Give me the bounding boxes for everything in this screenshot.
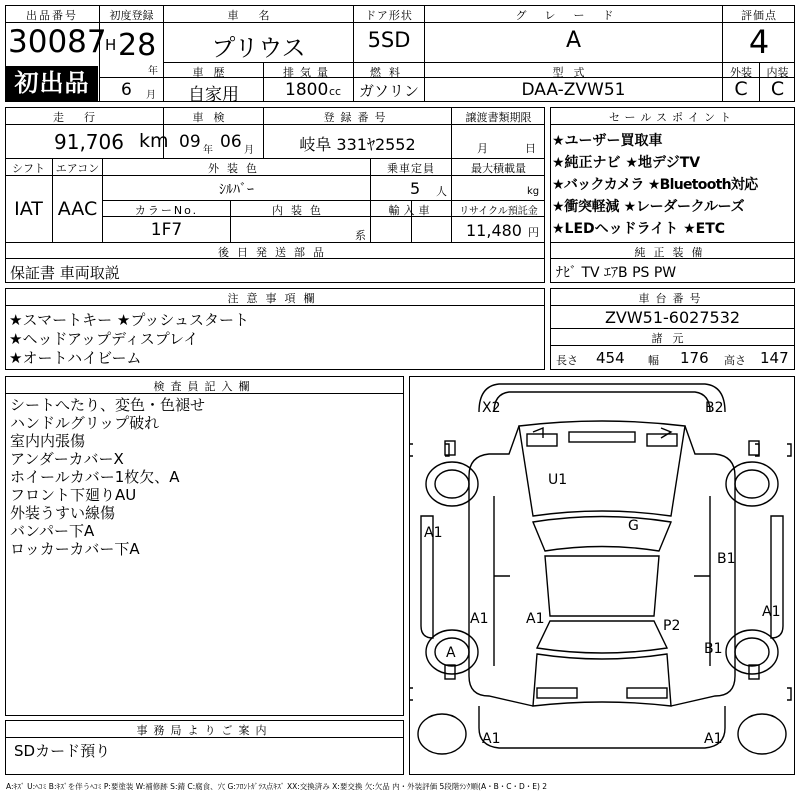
first-listing-badge: 初出品 bbox=[6, 66, 98, 101]
equip-label: 純正装備 bbox=[634, 246, 711, 259]
width-label: 幅 bbox=[648, 354, 659, 367]
capacity: 5 bbox=[410, 179, 421, 198]
mark-b1-low: B1 bbox=[704, 641, 723, 657]
door-type: 5SD bbox=[367, 28, 411, 52]
int-grade: C bbox=[770, 78, 785, 100]
inspector-line: アンダーカバーX bbox=[10, 450, 124, 468]
color-number: 1F7 bbox=[150, 220, 183, 240]
shift: IAT bbox=[14, 198, 43, 220]
interior-unit: 系 bbox=[355, 229, 366, 242]
sales-line: ★バックカメラ ★Bluetooth対応 bbox=[552, 177, 758, 193]
inspect-year-unit: 年 bbox=[203, 145, 213, 156]
deadline-label: 譲渡書類期限 bbox=[465, 111, 532, 124]
mark-a1-rmid: A1 bbox=[526, 611, 545, 627]
note-line: ★ヘッドアップディスプレイ bbox=[9, 330, 199, 348]
year-unit: 年 bbox=[148, 66, 158, 77]
car-diagram bbox=[409, 376, 795, 775]
inspector-line: ロッカーカバー下A bbox=[10, 540, 140, 558]
ext-label: 外装 bbox=[730, 66, 752, 79]
mark-g: G bbox=[628, 518, 639, 534]
import-label: 輸入車 bbox=[388, 204, 434, 217]
deadline-month: 月 bbox=[477, 142, 488, 155]
load-label: 最大積載量 bbox=[471, 162, 526, 175]
inspector-line: ハンドルグリップ破れ bbox=[10, 414, 160, 432]
mark-a-wheel: A bbox=[446, 645, 456, 661]
inspector-label: 検査員記入欄 bbox=[153, 380, 256, 393]
color-label: 外装色 bbox=[208, 162, 265, 175]
legend: A:ｷｽﾞ U:ﾍｺﾐ B:ｷｽﾞを伴うﾍｺﾐ P:要塗装 W:補修跡 S:錆 C:腐食、穴 G:ﾌﾛﾝﾄｶﾞﾗｽ点ｷｽﾞ XX:交換済み X:要交換 欠:欠品 内・外装評価 5段階ﾗﾝｸ順(A・B・C・D・E) 2 bbox=[6, 782, 548, 791]
recycle-unit: 円 bbox=[528, 226, 539, 239]
mark-u1: U1 bbox=[548, 472, 568, 488]
note-line: ★オートハイビーム bbox=[9, 349, 142, 367]
note-line: ★スマートキー ★プッシュスタート bbox=[9, 311, 250, 329]
inspector-line: バンパー下A bbox=[10, 522, 95, 540]
inspector-line: シートへたり、変色・色褪せ bbox=[10, 396, 206, 414]
model-code: DAA-ZVW51 bbox=[521, 80, 626, 100]
divider bbox=[550, 328, 795, 329]
notes-label: 注意事項欄 bbox=[227, 292, 323, 305]
ac-label: エアコン bbox=[55, 162, 100, 175]
inspect-month-unit: 月 bbox=[244, 145, 254, 156]
divider bbox=[550, 242, 795, 243]
sales-line: ★LEDヘッドライト ★ETC bbox=[552, 221, 726, 237]
mileage: 91,706 bbox=[54, 130, 124, 154]
width: 176 bbox=[680, 349, 709, 367]
chassis-label: 車台番号 bbox=[638, 292, 707, 305]
inspect-year: 09 bbox=[179, 132, 201, 152]
fuel: ガソリン bbox=[358, 82, 419, 100]
fuel-label: 燃料 bbox=[370, 66, 408, 79]
height-label: 高さ bbox=[724, 354, 746, 367]
divider bbox=[5, 242, 545, 243]
mark-a1-bl: A1 bbox=[482, 731, 501, 747]
colorno-label: カラーNo. bbox=[134, 204, 199, 217]
office-text: SDカード預り bbox=[14, 742, 111, 760]
history-label: 車歴 bbox=[192, 66, 235, 79]
later-parts-label: 後日発送部品 bbox=[218, 246, 332, 259]
first-reg-label: 初度登録 bbox=[109, 9, 154, 22]
divider bbox=[5, 158, 545, 159]
inspector-lines bbox=[10, 396, 205, 558]
divider bbox=[163, 62, 722, 63]
mark-a1-left: A1 bbox=[424, 525, 443, 541]
lot-label: 出品番号 bbox=[26, 9, 78, 22]
reg-year: 28 bbox=[118, 28, 157, 63]
inspect-label: 車検 bbox=[192, 111, 235, 124]
mark-a1-lmid: A1 bbox=[470, 611, 489, 627]
capacity-unit: 人 bbox=[436, 185, 447, 198]
disp-unit: cc bbox=[329, 85, 342, 98]
inspector-line: フロント下廻りAU bbox=[10, 486, 137, 504]
disp-label: 排気量 bbox=[283, 66, 334, 79]
dims-label: 諸元 bbox=[651, 332, 694, 345]
score: 4 bbox=[748, 23, 770, 61]
inspector-line: ホイールカバー1枚欠、A bbox=[10, 468, 180, 486]
sales-label: セールスポイント bbox=[608, 111, 736, 124]
mileage-unit: km bbox=[139, 130, 169, 152]
inspector-line: 外装うすい線傷 bbox=[10, 504, 116, 522]
mark-a1-br: A1 bbox=[704, 731, 723, 747]
ext-grade: C bbox=[734, 78, 748, 100]
score-label: 評価点 bbox=[741, 9, 777, 22]
history: 自家用 bbox=[188, 85, 239, 105]
mark-x2: X2 bbox=[482, 400, 501, 416]
plate-number: 岐阜 331ﾔ2552 bbox=[299, 135, 416, 154]
divider bbox=[102, 200, 545, 201]
shift-label: シフト bbox=[12, 162, 45, 175]
displacement: 1800 bbox=[285, 80, 329, 100]
plate-label: 登録番号 bbox=[323, 111, 392, 124]
month-unit: 月 bbox=[146, 90, 156, 101]
length: 454 bbox=[596, 349, 625, 367]
interior-label: 内装色 bbox=[272, 204, 329, 217]
car-name: プリウス bbox=[211, 34, 306, 62]
lot-number: 30087 bbox=[8, 24, 107, 60]
sales-line: ★純正ナビ ★地デジTV bbox=[552, 155, 701, 171]
load-unit: kg bbox=[527, 186, 540, 197]
grade: A bbox=[565, 28, 582, 53]
capacity-label: 乗車定員 bbox=[387, 162, 435, 175]
mileage-label: 走行 bbox=[53, 111, 115, 124]
reg-month: 6 bbox=[121, 80, 132, 100]
height: 147 bbox=[760, 349, 789, 367]
mark-b1-right: B1 bbox=[717, 551, 736, 567]
inspect-month: 06 bbox=[220, 132, 242, 152]
sales-line: ★ユーザー買取車 bbox=[552, 133, 663, 149]
aircon: AAC bbox=[57, 198, 98, 220]
chassis-number: ZVW51-6027532 bbox=[604, 308, 741, 327]
recycle-label: リサイクル預託金 bbox=[459, 206, 538, 217]
model-label: 型式 bbox=[552, 66, 595, 79]
era: H bbox=[105, 36, 117, 54]
recycle-fee: 11,480 bbox=[466, 221, 522, 240]
equipment: ﾅﾋﾞ TV ｴｱB PS PW bbox=[556, 265, 677, 281]
length-label: 長さ bbox=[556, 354, 578, 367]
mark-b2: B2 bbox=[705, 400, 724, 416]
mark-p2: P2 bbox=[663, 618, 681, 634]
body-color: ｼﾙﾊﾞｰ bbox=[219, 182, 254, 198]
mark-a1-right: A1 bbox=[762, 604, 781, 620]
deadline-day: 日 bbox=[525, 142, 536, 155]
car-name-label: 車名 bbox=[227, 9, 290, 22]
grade-label: グレード bbox=[515, 9, 632, 22]
inspector-line: 室内内張傷 bbox=[10, 432, 86, 450]
door-label: ドア形状 bbox=[365, 9, 413, 22]
office-label: 事務局よりご案内 bbox=[136, 724, 273, 737]
sales-line: ★衝突軽減 ★レーダークルーズ bbox=[552, 199, 745, 215]
int-label: 内装 bbox=[766, 66, 789, 79]
later-parts: 保証書 車両取説 bbox=[10, 264, 120, 282]
